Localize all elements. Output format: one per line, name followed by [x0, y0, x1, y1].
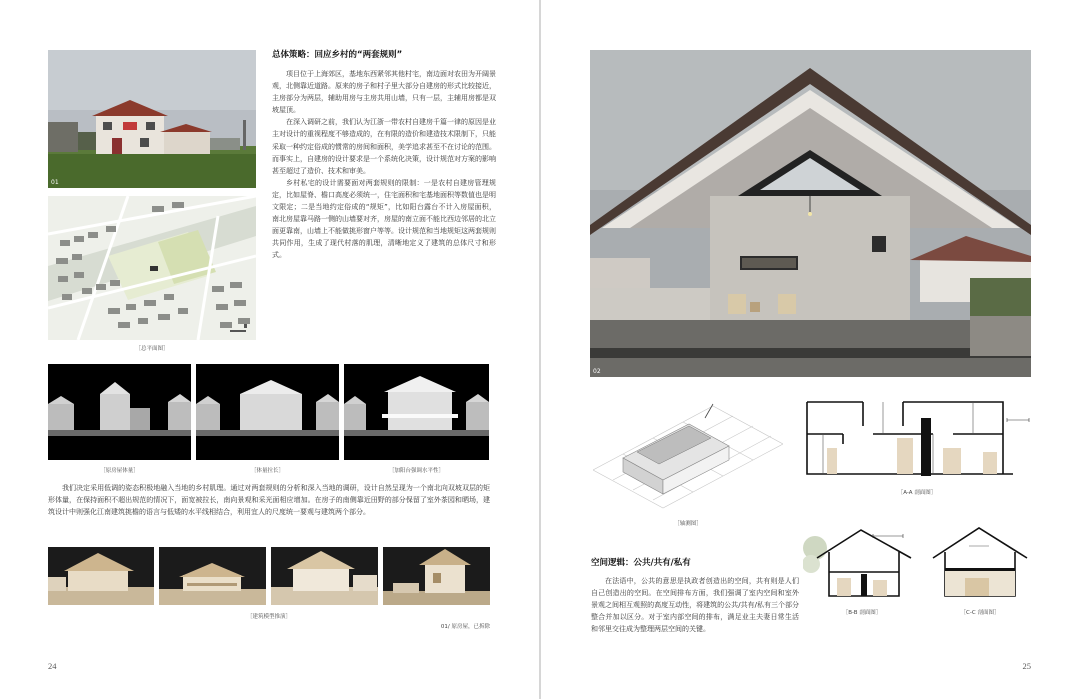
model-photo-3	[271, 547, 378, 605]
massing-caption-1: ［原房屋体量］	[100, 468, 139, 474]
model-caption: ［建筑模型推演］	[246, 614, 291, 620]
massing-balcony	[344, 364, 489, 460]
photo-number-tag: 01	[51, 179, 59, 186]
section-bb-caption: ［B-B 剖面图］	[842, 610, 882, 616]
body-paragraph: 在法语中，公共的意思是执政者创造出的空间，共有则是人们自己创造出的空间。在空间排布方面，我们强调了室内空间和室外景观之间相互观照的高度互动性，将建筑的公共/共有/私有三个部分整合并加以区分。对于室内部空间的排布，满足业主夫妻日常生活和邻里交往成为整理两层空间的关键。	[591, 577, 799, 634]
section-cc-drawing	[929, 522, 1031, 602]
page-number-right: 25	[1022, 661, 1031, 671]
massing-caption-3: ［加阳台强调水平性］	[388, 468, 444, 474]
body-paragraph: 在深入调研之前，我们认为江浙一带农村自建房千篇一律的原因是业主对设计的重视程度不够造成的，在有限的造价和建造技术限制下，只能采取一种约定俗成的惯常的房间和面积，美学追求甚至不在讨论的范围。而事实上，自建房的设计要求是一个系统化决策，设计规范对方案的影响甚至超过了造价、技术和审美。	[272, 118, 496, 175]
page-number-left: 24	[48, 661, 57, 671]
site-plan-caption: ［总平面图］	[135, 346, 169, 352]
model-photo-4	[383, 547, 490, 605]
bottom-paragraph-block	[48, 482, 490, 518]
body-paragraph: 我们决定采用低调的姿态积极地融入当地的乡村肌理。通过对两套规则的分析和深入当地的调研，设计自然呈现为一个南北向双坡双层的矩形体量，在保持面积不超出规范的情况下，面宽被拉长，南向景观和采光面相应增加。在房子的南侧靠近田野的部分保留了室外茶园和晒场，建筑设计中则强化江南建筑挑檐的语言与低矮的水平线相结合，利用宜人的尺度统一要观与建筑两个部分。	[48, 484, 490, 517]
site-plan-drawing	[48, 196, 256, 340]
photo-original-house	[48, 50, 256, 188]
massing-caption-2: ［体量拉长］	[250, 468, 284, 474]
massing-stretched	[196, 364, 339, 460]
section-bb-drawing	[803, 522, 921, 602]
section-cc-caption: ［C-C 剖面图］	[960, 610, 1000, 616]
left-page	[0, 0, 539, 699]
axonometric-drawing	[593, 396, 783, 514]
left-text-column	[272, 48, 496, 262]
section-aa-caption: ［A-A 剖面图］	[897, 490, 937, 496]
model-photo-2	[159, 547, 266, 605]
axonometric-caption: ［轴测图］	[674, 521, 702, 527]
section-aa-drawing	[803, 396, 1031, 478]
section-heading: 空间逻辑：公共/共有/私有	[591, 558, 691, 568]
right-text-column	[591, 556, 799, 635]
right-page	[541, 0, 1080, 699]
photo-main-house	[590, 50, 1031, 377]
body-paragraph: 乡村私宅的设计需要面对两套规则的限制：一是农村自建房管理规定，比如屋脊、檐口高度必须统一，住宅面积和宅基地面积等数值也是明文限定；二是当地约定俗成的“规矩”，比如阳台露台不计入房屋面积，南北房屋靠马路一侧的山墙要对齐，房屋的南立面不能比西边邻居的北立面更靠南，山墙上不能做挑形窗户等等。设计规范和当地规矩这两套规则共同作用，生成了现代村落的肌理，清晰地定义了建筑的总体尺寸和形式。	[272, 178, 496, 260]
photo-number-tag: 02	[593, 368, 601, 375]
body-paragraph: 项目位于上海郊区，基地东西紧邻其他村宅，南边面对农田为开阔景观，北侧靠近道路。原来的房子和村子里大部分自建房的形式比较接近，主房部分为两层，辅助用房与主房共用山墙，只有一层，主辅用房都是双坡屋顶。	[272, 70, 496, 115]
photo-footnote: 01/ 原房屋，已拆除	[440, 624, 490, 630]
body-text	[591, 575, 799, 635]
section-heading: 总体策略：回应乡村的“两套规则”	[272, 50, 403, 60]
body-text	[272, 68, 496, 262]
model-photo-1	[48, 547, 154, 605]
massing-original	[48, 364, 191, 460]
